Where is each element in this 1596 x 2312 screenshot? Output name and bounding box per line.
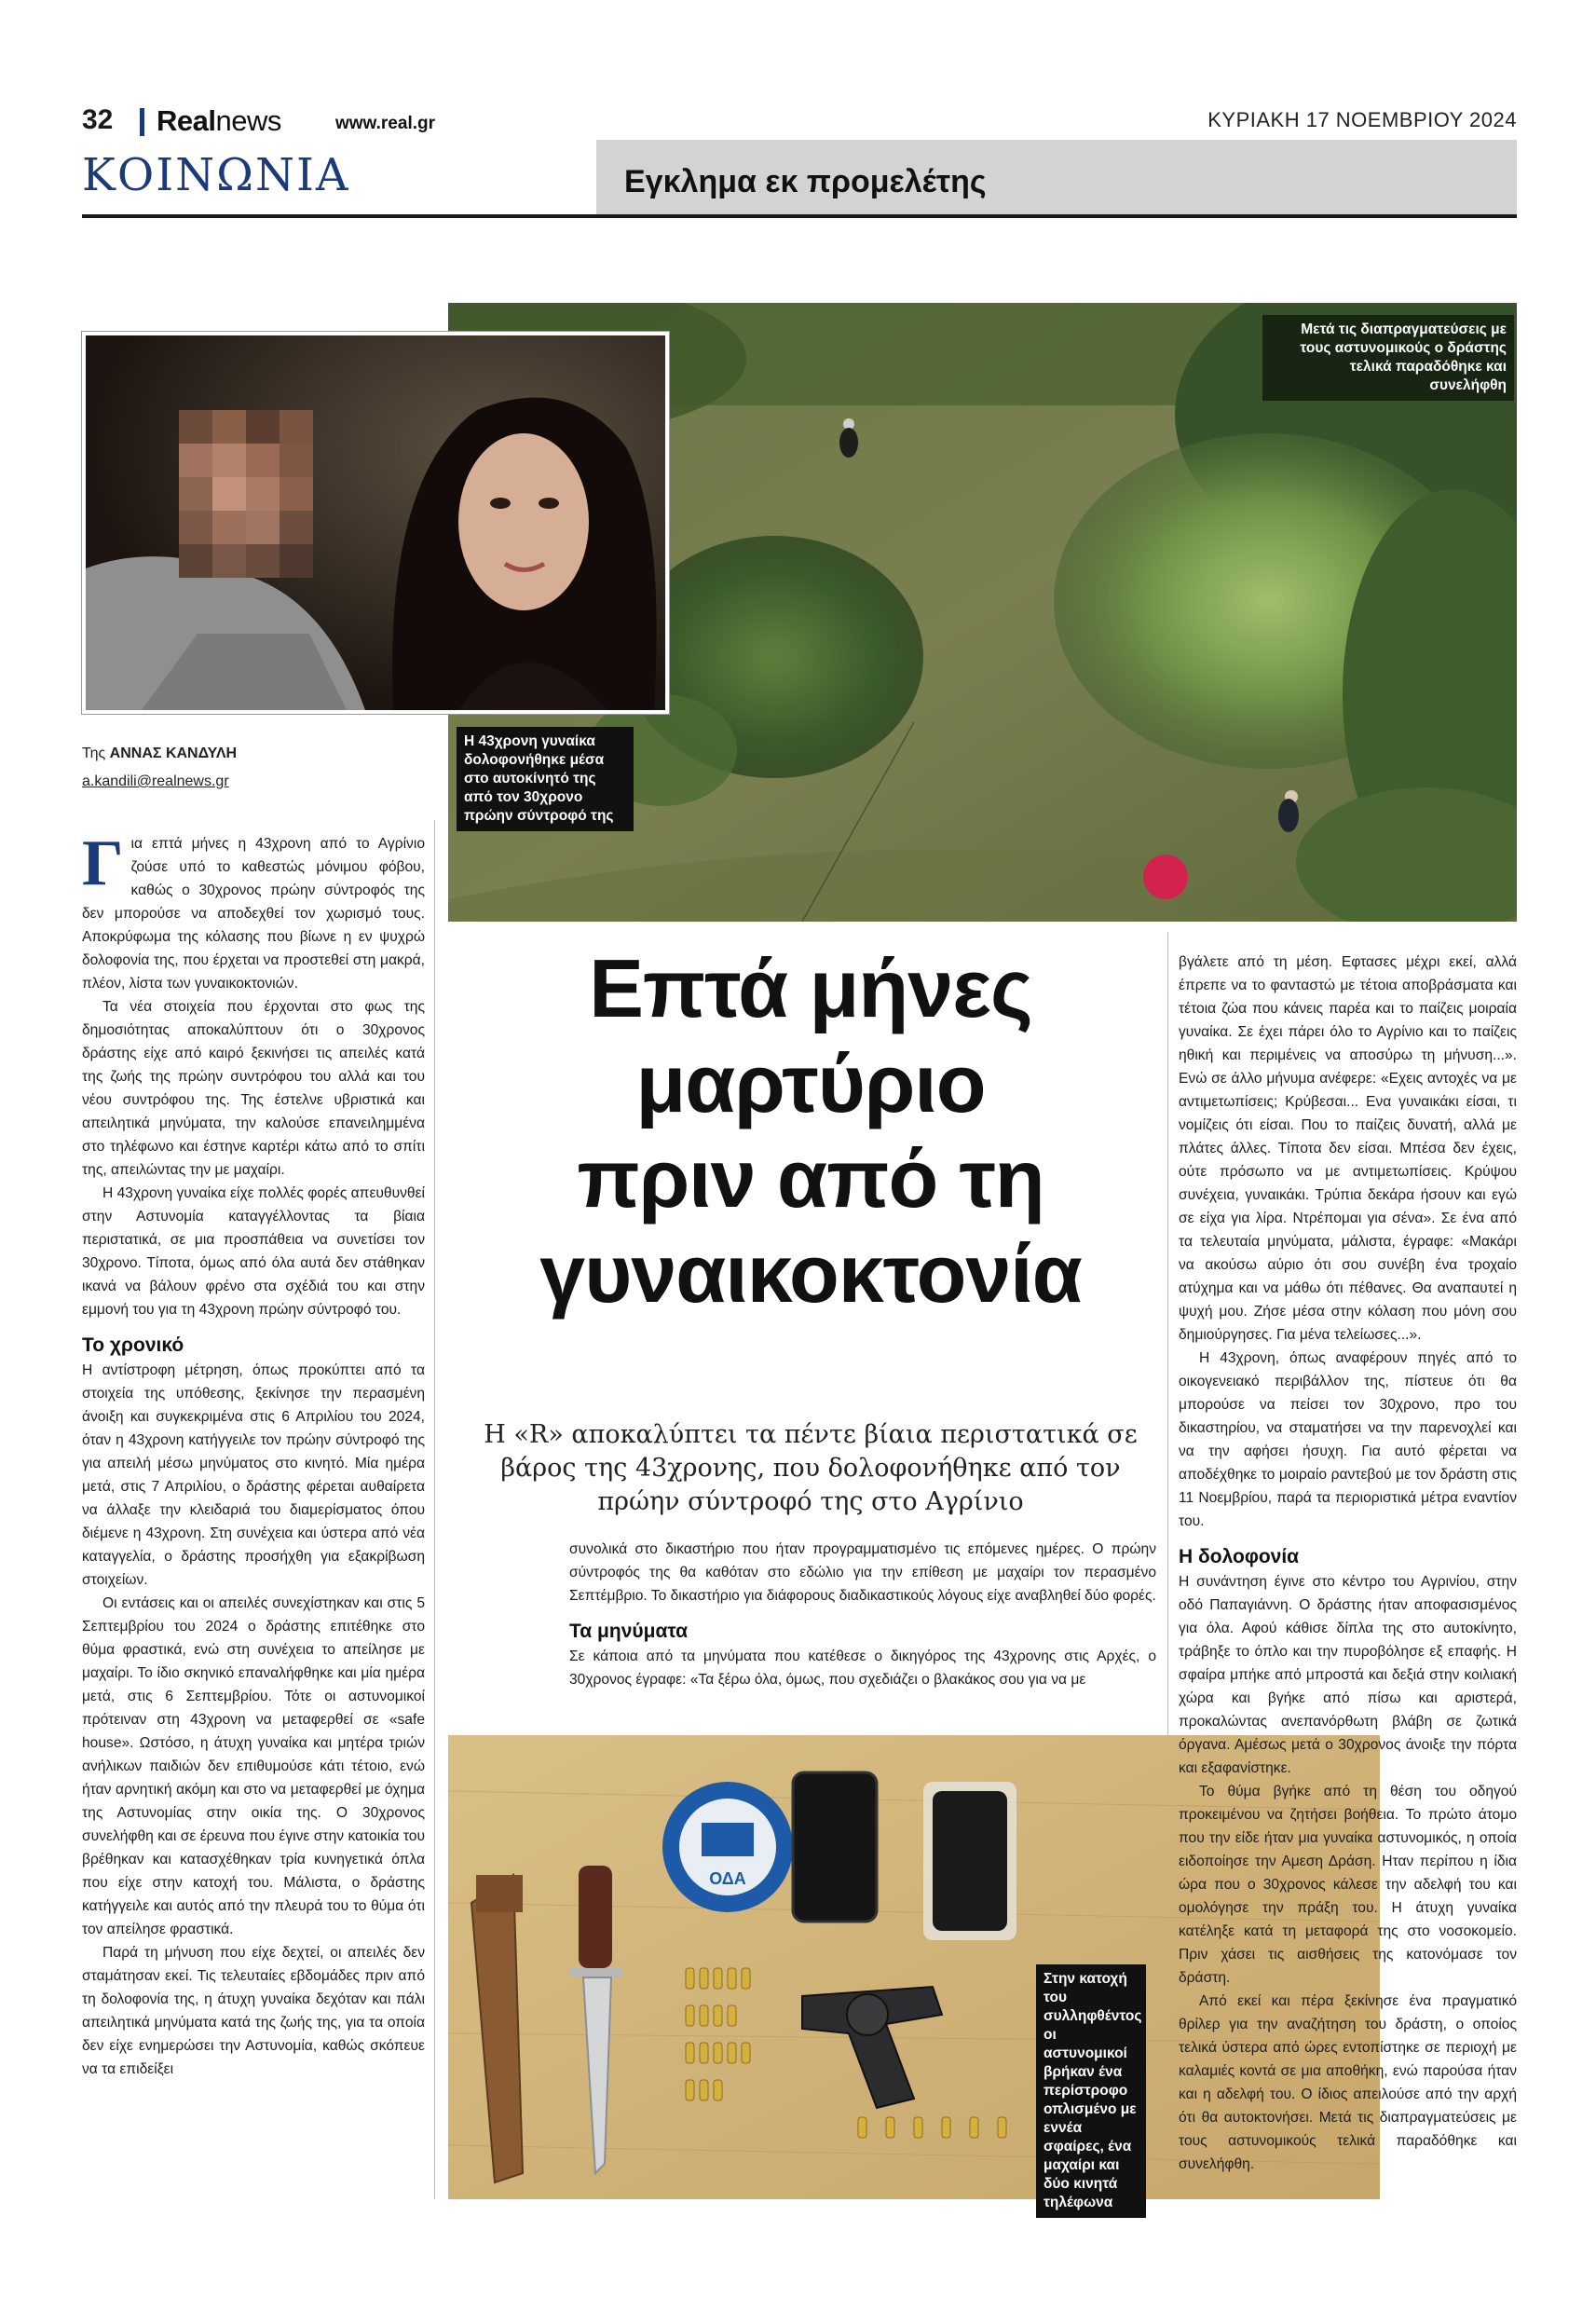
section-name: ΚΟΙΝΩΝΙΑ (82, 149, 350, 201)
evidence-caption: Στην κατοχή του συλληφθέντος οι αστυνομικοί βρήκαν ένα περίστροφο οπλισμένο με εννέα σφαίρες, ένα μαχαίρι και δύο κινητά τηλέφωνα (1036, 1964, 1146, 2218)
byline-email[interactable]: a.kandili@realnews.gr (82, 773, 229, 789)
page-number-separator (140, 108, 144, 136)
section-rule (82, 214, 1517, 218)
headline-line: πριν από τη (577, 1132, 1044, 1224)
article-column-1 (82, 828, 426, 2081)
article-paragraph: Η 43χρονη, όπως αναφέρουν πηγές από το οικογενειακό περιβάλλον της, πίστευε ότι θα μπορούσε να πείσει τον 30χρονο, προ του δικαστηρίου, να σταματήσει να την παρενοχλεί και να την αφήσει ήσυχη. Για αυτό φέρεται να αποδέχθηκε το μοιραίο ραντεβού με τον δράστη στις 11 Νοεμβρίου, παρά τα περιοριστικά μέτρα εναντίον του. (1179, 1350, 1517, 1529)
subheading-messages: Τα μηνύματα (569, 1621, 689, 1642)
article-paragraph: Από εκεί και πέρα ξεκίνησε ένα πραγματικό θρίλερ για την αναζήτηση του δράστη, ο οποίος τελικά ύστερα από ώρες εντοπίστηκε σε περιοχή με καλαμιές κοντά σε μια αποθήκη, ενώ παρούσα ήταν και η αδελφή του. Ο ίδιος απειλούσε από την αρχή ότι θα αυτοκτονήσει. Μετά τις διαπραγματεύσεις με τους αστυνομικούς τελικά παραδόθηκε και συνελήφθη. (1179, 1993, 1517, 2172)
byline-prefix: Της (82, 746, 106, 761)
deck: Η «R» αποκαλύπτει τα πέντε βίαια περιστατικά σε βάρος της 43χρονης, που δολοφονήθηκε από τον πρώην σύντροφό της στο Αγρίνιο (484, 1420, 1138, 1516)
headline-line: μαρτύριο (635, 1037, 986, 1129)
brand-bold: Real (157, 104, 216, 137)
subheading-murder: Η δολοφονία (1179, 1546, 1300, 1567)
article-paragraph: Για επτά μήνες η 43χρονη από το Αγρίνιο ζούσε υπό το καθεστώς μόνιμου φόβου, καθώς ο 30χρονος πρώην σύντροφός της δεν μπορούσε να αποδεχθεί τον χωρισμό τους. Αποκρύφωμα της κόλασης που βίωνε η εν ψυχρώ δολοφονία της, που έρχεται να προστεθεί στη μακρά, πλέον, λίστα των γυναικοκτονιών. (82, 828, 425, 992)
kicker-title: Εγκλημα εκ προμελέτης (624, 164, 987, 199)
masthead (82, 104, 1517, 142)
police-badge (662, 1782, 793, 1912)
article-paragraph: Η 43χρονη γυναίκα είχε πολλές φορές απευθυνθεί στην Αστυνομία καταγγέλλοντας τα βίαια περιστατικά, σε μια προσπάθεια να συνετίσει τον 30χρονο. Τίποτα, όμως από όλα αυτά δεν στάθηκαν ικανά να βάλουν φρένο στα σχέδιά του και στην εμμονή του για τη 43χρονη πρώην σύντροφό του. (82, 1185, 426, 1318)
portrait-photo (82, 332, 669, 714)
pixelated-face (179, 410, 313, 578)
article-column-3 (1179, 951, 1517, 2176)
article-paragraph: Παρά τη μήνυση που είχε δεχτεί, οι απειλές δεν σταμάτησαν εκεί. Τις τελευταίες εβδομάδες πριν από τη δολοφονία της, η άτυχη γυναίκα δεχόταν και πάλι απειλητικά μηνύματα κατά της ζωής της, για τα οποία δεν είχε ενημερώσει την Αστυνομία, καθώς σκόπευε να τα επιδείξει (82, 1945, 425, 2077)
badge-code: ΟΔΑ (709, 1869, 746, 1888)
article-paragraph: Η συνάντηση έγινε στο κέντρο του Αγρινίου, στην οδό Παπαγιάννη. Ο δράστης ήταν αποφασισμένος για όλα. Αφού κάθισε δίπλα της στο αυτοκίνητο, τράβηξε το όπλο και την πυροβόλησε εξ επαφής. Η σφαίρα μπήκε από μπροστά και δεξιά στην κοιλιακή χώρα και βγήκε από πίσω και αριστερά, προκαλώντας ανεπανόρθωτη βλάβη σε ζωτικά όργανα. Αμέσως μετά ο 30χρονος άνοιξε την πόρτα και εξαφανίστηκε. (1179, 1574, 1517, 1776)
drone-caption: Μετά τις διαπραγματεύσεις με τους αστυνομικούς ο δράστης τελικά παραδόθηκε και συνελήφθη (1262, 315, 1514, 401)
headline-line: Επτά μήνες (589, 942, 1032, 1034)
byline (82, 746, 237, 762)
brand-light: news (215, 104, 281, 137)
headline (466, 941, 1155, 1321)
article-paragraph: βγάλετε από τη μέση. Εφτασες μέχρι εκεί, αλλά έπρεπε να το φανταστώ με τέτοια αποβράσματα και τέτοια ζώα που κάνεις παρέα και το παίζεις μοιραία γυναίκα. Σε έχει πάρει όλο το Αγρίνιο και το παίζεις ηθική και περιμένεις να αποσύρω τη μήνυση...». Ενώ σε άλλο μήνυμα ανέφερε: «Εχεις αντοχές να με αντιμετωπίσεις; Κρύβεσαι... Ενα γυναικάκι είσαι, τι νομίζεις ότι είσαι. Που το παίζεις δυνατή, αλλά με πλάτες άλλες. Τίποτα δεν είσαι. Μπέσα δεν έχεις, ούτε πρόσωπο να με αντιμετωπίσεις. Κρύψου συνέχεια, γυναικάκι. Τρύπια δεκάρα ήσουν και εγώ σε είχα για λίρα. Ντρέπομαι για σένα». Σε ένα από τα τελευταία μηνύματα, μάλιστα, έγραφε: «Μακάρι να ακούσω αύριο ότι σου συνέβη ένα τροχαίο ατύχημα και να μάθω ότι πέθανες. Θα αναπαυτεί η ψυχή μου. Ζήσε μέσα στην κόλαση που μόνη σου δημιούργησες. Για μένα τελείωσες...». (1179, 954, 1517, 1343)
column-rule (434, 820, 435, 2199)
article-paragraph: συνολικά στο δικαστήριο που ήταν προγραμματισμένο τις επόμενες ημέρες. Ο πρώην σύντροφός της θα καθόταν στο εδώλιο για την επίθεση με μαχαίρι τον περασμένο Σεπτέμβριο. Το δικαστήριο για διάφορους διαδικαστικούς λόγους είχε αναβληθεί δύο φορές. (569, 1541, 1156, 1604)
headline-line: γυναικοκτονία (539, 1227, 1082, 1320)
article-paragraph: Τα νέα στοιχεία που έρχονται στο φως της δημοσιότητας αποκαλύπτουν ότι ο 30χρονος δράστης είχε από καιρό ξεκινήσει τις απειλές κατά της ζωής της πρώην συντρόφου του αλλά και του νέου συντρόφου της. Της έστελνε υβριστικά και απειλητικά μηνύματα, την καλούσε επανειλημμένα στο τηλέφωνο και έστηνε καρτέρι κάτω από το σπίτι της, απειλώντας την με μαχαίρι. (82, 999, 425, 1178)
article-column-2 (569, 1538, 1156, 1691)
article-paragraph: Σε κάποια από τα μηνύματα που κατέθεσε ο δικηγόρος της 43χρονης στις Αρχές, ο 30χρονος έγραφε: «Τα ξέρω όλα, όμως, που σχεδιάζει ο βλακάκος σου για να με (569, 1648, 1156, 1688)
byline-author: ΑΝΝΑΣ ΚΑΝΔΥΛΗ (109, 746, 238, 761)
article-paragraph: Η αντίστροφη μέτρηση, όπως προκύπτει από τα στοιχεία της υπόθεσης, ξεκίνησε την περασμένη άνοιξη και συγκεκριμένα στις 6 Απριλίου του 2024, όταν η 43χρονη κατήγγειλε τον πρώην σύντροφό της για απειλή μέσω μηνύματος στο κινητό. Μία ημέρα μετά, στις 7 Απριλίου, ο δράστης φέρεται αυθαίρετα να άλλαξε την κλειδαριά του διαμερίσματος όπου διέμενε η 43χρονη. Στη συνέχεια και ύστερα από νέα καταγγελία, ο δράστης προσήχθη για εξακρίβωση στοιχείων. (82, 1362, 425, 1588)
subheading-chronicle: Το χρονικό (82, 1334, 184, 1356)
page-number: 32 (82, 104, 114, 135)
article-paragraph: Οι εντάσεις και οι απειλές συνεχίστηκαν και στις 5 Σεπτεμβρίου του 2024 ο δράστης επιτέθηκε στο θύμα φραστικά, ενώ στη συνέχεια το απείλησε με μαχαίρι. Το ίδιο σκηνικό επαναλήφθηκε και μία ημέρα μετά, στις 6 Σεπτεμβρίου. Τότε οι αστυνομικοί πρότειναν στη 43χρονη να μεταφερθεί σε «safe house». Ωστόσο, η άτυχη γυναίκα και μητέρα τριών ανήλικων παιδιών δεν επιθυμούσε κάτι τέτοιο, ενώ ήταν αρνητική ακόμη και στο να μεταφερθεί με όχημα της Αστυνομίας στην οικία της. Ο 30χρονος συνελήφθη και σε έρευνα που έγινε στην κατοικία του βρέθηκαν και κατασχέθηκαν τρία κυνηγετικά όπλα που είχε στην κατοχή του. Μάλιστα, ο δράστης κατήγγειλε και αυτός από την πλευρά του το θύμα ότι τον απείλησε φραστικά. (82, 1595, 425, 1937)
brand-url: www.real.gr (335, 114, 435, 133)
portrait-photo-illustration (86, 335, 665, 710)
article-paragraph: Το θύμα βγήκε από τη θέση του οδηγού προκειμένου να ζητήσει βοήθεια. Το πρώτο άτομο που την είδε ήταν μια γυναίκα αστυνομικός, η οποία ειδοποίησε την Αμεση Δράση. Ηταν περίπου η ίδια ώρα που ο 30χρονος κάλεσε την αδελφή του και ομολόγησε την πράξη του. Η άτυχη γυναίκα κατέληξε κατά τη μεταφορά της στο νοσοκομείο. Πριν χάσει τις αισθήσεις της κατονόμασε τον δράστη. (1179, 1784, 1517, 1986)
portrait-caption: Η 43χρονη γυναίκα δολοφονήθηκε μέσα στο αυτοκίνητό της από τον 30χρονο πρώην σύντροφό της (457, 727, 634, 831)
drop-cap: Γ (82, 828, 124, 899)
issue-date: ΚΥΡΙΑΚΗ 17 ΝΟΕΜΒΡΙΟΥ 2024 (1207, 108, 1517, 131)
brand-logo (157, 104, 281, 138)
